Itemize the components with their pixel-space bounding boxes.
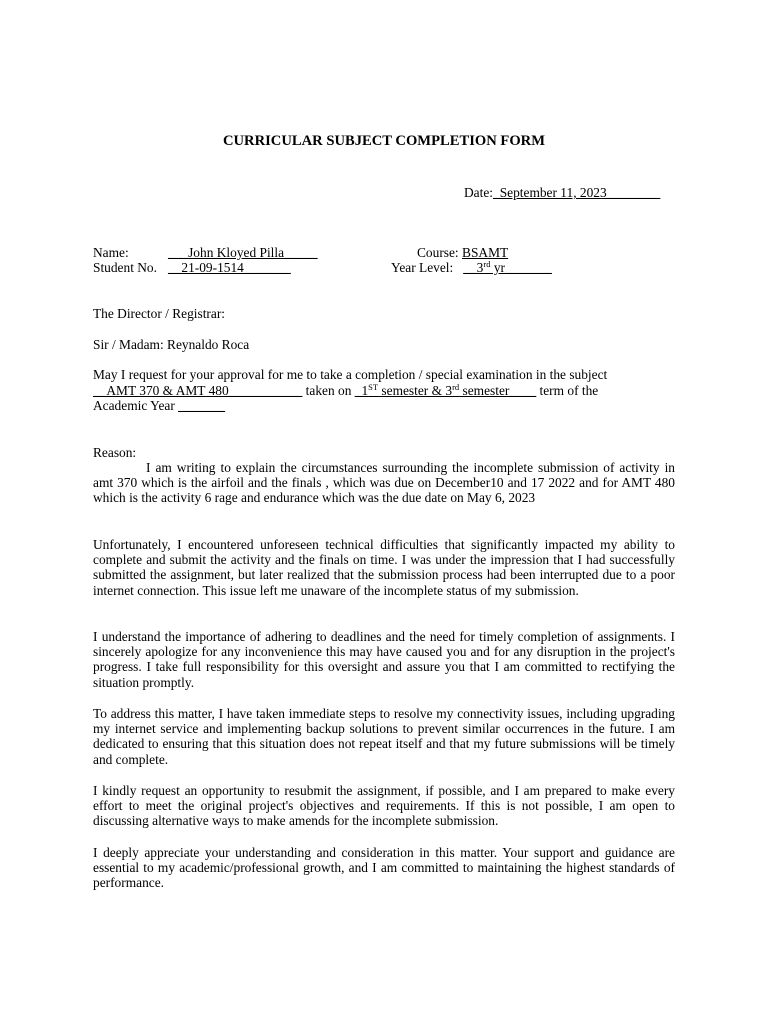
salutation: Sir / Madam: Reynaldo Roca xyxy=(93,337,250,352)
year-level-value: __3rd yr_______ xyxy=(463,259,552,275)
date-label: Date: xyxy=(464,185,493,200)
academic-year-line: Academic Year _______ xyxy=(93,398,226,413)
course-value: BSAMT xyxy=(462,245,509,260)
request-line-1: May I request for your approval for me to take a completion / special examination in the subject xyxy=(93,367,608,382)
form-title: CURRICULAR SUBJECT COMPLETION FORM xyxy=(222,133,546,149)
course-label: Course: xyxy=(417,245,459,260)
paragraph-2: I understand the importance of adhering to deadlines and the need for timely completion of assignments. I sincerely apologize for any inconvenience this may have caused you and for any disruption in the project's progress. I take full responsibility for this oversight and assure you that I am committed to rectifying the situation promptly. xyxy=(93,629,675,690)
name-value: ___John Kloyed Pilla_____ xyxy=(168,245,318,260)
student-no-label: Student No. xyxy=(93,260,157,275)
paragraph-3: To address this matter, I have taken immediate steps to resolve my connectivity issues, including upgrading my internet service and implementing backup solutions to prevent similar occurrences in the future. I am dedicated to ensuring that this situation does not repeat itself and that my future submissions will be timely and complete. xyxy=(93,706,675,767)
request-line-2: __AMT 370 & AMT 480___________ taken on _1ST semester & 3rd semester____ term of the xyxy=(93,382,599,398)
paragraph-1: Unfortunately, I encountered unforeseen technical difficulties that significantly impacted my ability to complete and submit the activity and the finals on time. I was under the impression that I had successfully submitted the assignment, but later realized that the submission process had been interrupted due to a poor internet connection. This issue left me unaware of the incomplete status of my submission. xyxy=(93,537,675,598)
name-label: Name: xyxy=(93,245,129,260)
date-value: _September 11, 2023________ xyxy=(493,185,661,200)
semester-value: _1ST semester & 3rd semester____ xyxy=(354,382,537,398)
reason-text: I am writing to explain the circumstances surrounding the incomplete submission of activity in amt 370 which is the airfoil and the finals , which was due on December10 and 17 2022 and for AMT 480 which is the activity 6 rage and endurance which was the due date on May 6, 2023 xyxy=(93,460,675,506)
academic-year-value: _______ xyxy=(178,398,226,413)
course-line xyxy=(417,245,508,260)
year-level-line xyxy=(391,260,552,275)
addressee: The Director / Registrar: xyxy=(93,306,225,321)
student-no-value: __21-09-1514_______ xyxy=(168,260,291,275)
date-line xyxy=(464,185,660,200)
reason-label: Reason: xyxy=(93,445,137,460)
year-level-label: Year Level: xyxy=(391,260,454,275)
paragraph-5: I deeply appreciate your understanding and consideration in this matter. Your support and guidance are essential to my academic/professional growth, and I am committed to maintaining the highest standards of performance. xyxy=(93,845,675,891)
subject-value: __AMT 370 & AMT 480___________ xyxy=(93,383,303,398)
paragraph-4: I kindly request an opportunity to resubmit the assignment, if possible, and I am prepared to make every effort to meet the original project's objectives and requirements. If this is not possible, I am open to discussing alternative ways to make amends for the incomplete submission. xyxy=(93,783,675,829)
